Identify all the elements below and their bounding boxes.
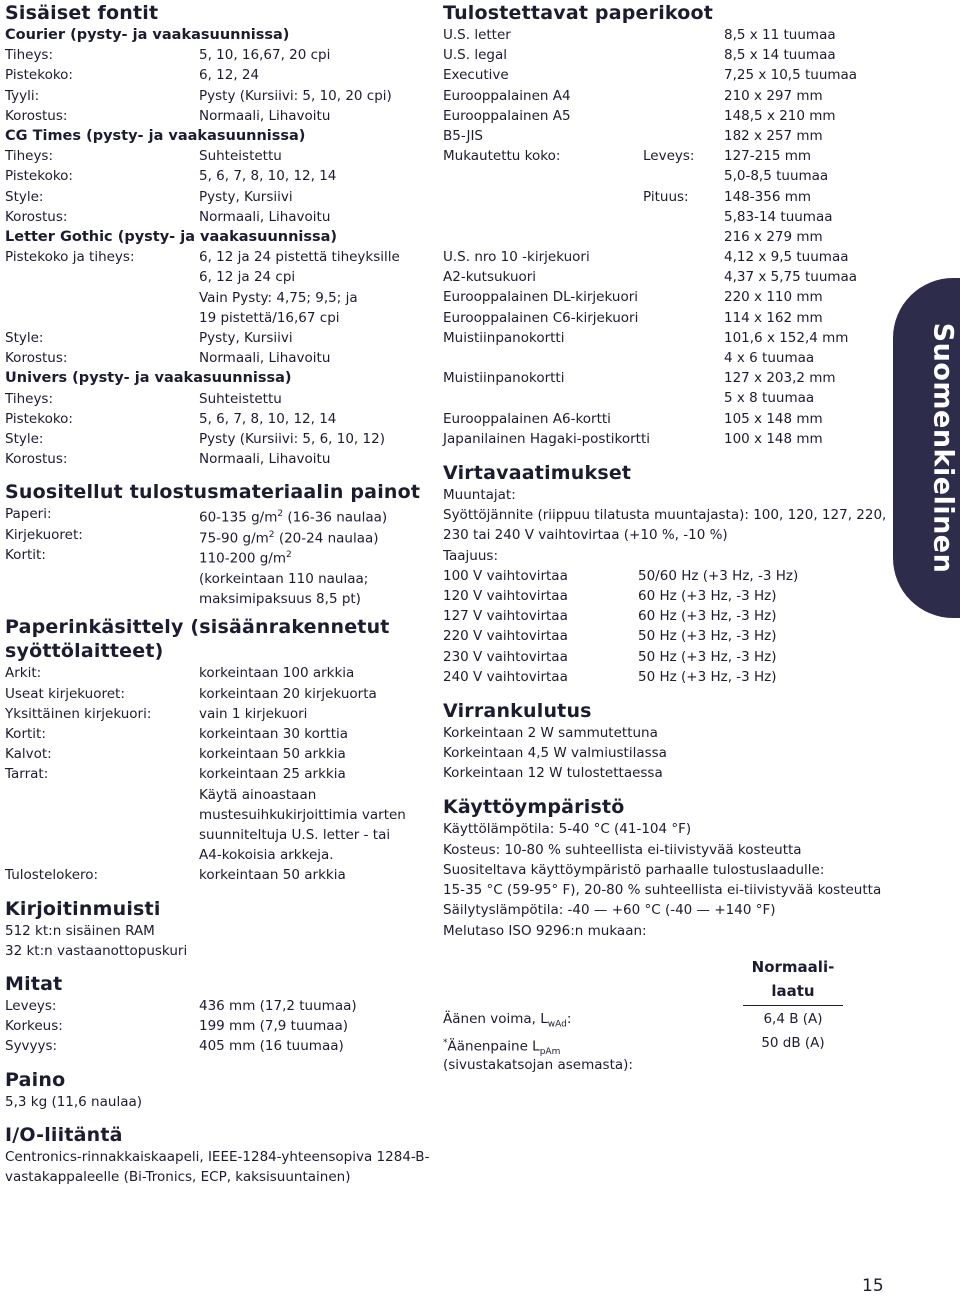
- row-value: [199, 247, 429, 328]
- paper-size-row: [443, 409, 863, 429]
- voltage-label: 220 V vaihtovirtaa: [443, 628, 568, 645]
- paper-dimensions: 5,0-8,5 tuumaa: [724, 168, 829, 185]
- row-value: korkeintaan 20 kirjekuorta: [199, 685, 377, 702]
- paper-size-row: [443, 287, 863, 307]
- univers-title: Univers (pysty- ja vaakasuunnissa): [5, 370, 292, 387]
- row-value: 405 mm (16 tuumaa): [199, 1038, 344, 1055]
- spec-row: [5, 146, 425, 166]
- voltage-label: 120 V vaihtovirtaa: [443, 587, 568, 604]
- spec-row: [5, 429, 425, 449]
- voltage-row: [443, 566, 863, 586]
- dimension-label: Pituus:: [643, 188, 689, 205]
- cgtimes-title: CG Times (pysty- ja vaakasuunnissa): [5, 128, 306, 145]
- handling-list: [5, 663, 425, 764]
- paper-dimensions: 182 x 257 mm: [724, 127, 823, 144]
- paper-name: Eurooppalainen C6-kirjekuori: [443, 309, 639, 326]
- row-value: 110-200 $g/m^2$ (korkeintaan 110 naulaa; maksimipaksuus 8,5 pt): [199, 549, 369, 607]
- spec-row: [5, 348, 425, 368]
- paper-size-row: [443, 146, 863, 166]
- power-muuntajat: Muuntajat:: [443, 486, 516, 503]
- paper-name: Executive: [443, 67, 509, 84]
- spec-row: [5, 166, 425, 186]
- courier-list: [5, 45, 425, 126]
- consumption-line: Korkeintaan 12 W tulostettaessa: [443, 765, 663, 782]
- paper-size-row: [443, 227, 863, 247]
- row-value: 60-135 $g/m^2$ (16-36 naulaa): [199, 509, 388, 526]
- paper-name: Muistiinpanokortti: [443, 329, 565, 346]
- value-line: Vain Pysty: 4,75; 9,5; ja: [199, 289, 358, 306]
- spec-row: [5, 187, 425, 207]
- spec-row: [5, 1016, 425, 1036]
- paper-size-row: [443, 166, 863, 186]
- row-value: 5, 6, 7, 8, 10, 12, 14: [199, 168, 337, 185]
- paper-size-row: [443, 328, 863, 348]
- noise-header: Normaali- laatu: [751, 957, 835, 1000]
- row-label: Tyyli:: [5, 87, 40, 104]
- row-label: Tulostelokero:: [5, 867, 99, 884]
- paper-name: Eurooppalainen DL-kirjekuori: [443, 289, 638, 306]
- paper-dimensions: 216 x 279 mm: [724, 228, 823, 245]
- paper-dimensions: 127-215 mm: [724, 148, 811, 165]
- paper-size-row: [443, 187, 863, 207]
- paper-dimensions: 7,25 x 10,5 tuumaa: [724, 67, 858, 84]
- row-label: Tiheys:: [5, 148, 54, 165]
- noise-divider: [743, 1005, 843, 1006]
- io-line: vastakappaleelle (Bi-Tronics, ECP, kaksisuuntainen): [5, 1169, 351, 1186]
- paper-dimensions: 4,37 x 5,75 tuumaa: [724, 269, 858, 286]
- row-value: korkeintaan 25 arkkia Käytä ainoastaan mustesuihkukirjoittimia varten suunniteltuja U.S. letter - tai A4-kokoisia arkkeja.: [199, 766, 406, 864]
- row-label: Kalvot:: [5, 746, 52, 763]
- power-taajuus: Taajuus:: [443, 547, 499, 564]
- value-line: 6, 12 ja 24 cpi: [199, 269, 296, 286]
- section-title-handling: Paperinkäsittely (sisäänrakennetut syöttölaitteet): [5, 616, 390, 663]
- row-label: Korostus:: [5, 451, 68, 468]
- row-value: Pysty, Kursiivi: [199, 330, 293, 347]
- paper-dimensions: 4 x 6 tuumaa: [724, 350, 815, 366]
- row-label: Pistekoko:: [5, 168, 73, 185]
- paper-dimensions: 5 x 8 tuumaa: [724, 390, 815, 407]
- voltage-label: 127 V vaihtovirtaa: [443, 608, 568, 625]
- noise-table: [443, 949, 863, 1097]
- spec-row: [5, 724, 425, 744]
- paper-name: Eurooppalainen A5: [443, 107, 571, 124]
- spec-row: [5, 744, 425, 764]
- row-label: Paperi:: [5, 506, 52, 523]
- row-label: Style:: [5, 188, 44, 205]
- row-value: Pysty, Kursiivi: [199, 188, 293, 205]
- paper-size-row: [443, 368, 863, 388]
- row-label: Pistekoko:: [5, 67, 73, 84]
- spec-row: [5, 45, 425, 65]
- spec-row: [5, 996, 425, 1016]
- voltage-row: [443, 667, 863, 687]
- row-value: 6, 12, 24: [199, 67, 260, 84]
- row-label: Korostus:: [5, 107, 68, 124]
- row-value: vain 1 kirjekuori: [199, 705, 308, 722]
- paper-size-row: [443, 207, 863, 227]
- section-title-power: Virtavaatimukset: [443, 461, 632, 484]
- paper-size-row: [443, 126, 863, 146]
- paper-size-row: [443, 65, 863, 85]
- paper-size-row: [443, 86, 863, 106]
- row-value: 5, 6, 7, 8, 10, 12, 14: [199, 410, 337, 427]
- row-value: Normaali, Lihavoitu: [199, 451, 331, 468]
- paper-name: Muistiinpanokortti: [443, 370, 565, 387]
- paper-dimensions: 101,6 x 152,4 mm: [724, 329, 849, 346]
- lettergothic-list: [5, 328, 425, 368]
- env-line: 15-35 °C (59-95° F), 20-80 % suhteellista ei-tiivistyvää kosteutta: [443, 882, 882, 899]
- section-title-environment: Käyttöympäristö: [443, 796, 625, 819]
- row-label: Korostus:: [5, 208, 68, 225]
- spec-row: [5, 389, 425, 409]
- section-title-consumption: Virrankulutus: [443, 699, 592, 722]
- spec-row: [5, 207, 425, 227]
- spec-row: [5, 86, 425, 106]
- paper-name: A2-kutsukuori: [443, 269, 537, 286]
- row-value: korkeintaan 100 arkkia: [199, 665, 355, 682]
- power-feed-line: 230 tai 240 V vaihtovirtaa (+10 %, -10 %): [443, 527, 728, 544]
- row-value: Pysty (Kursiivi: 5, 10, 20 cpi): [199, 87, 392, 104]
- paper-dimensions: 100 x 148 mm: [724, 430, 823, 447]
- env-line: Kosteus: 10-80 % suhteellista ei-tiivistyvää kosteutta: [443, 841, 802, 858]
- dims-list: [5, 996, 425, 1057]
- spec-row: [5, 65, 425, 85]
- section-title-weights: Suositellut tulostusmateriaalin painot: [5, 481, 421, 504]
- frequency-value: 60 Hz (+3 Hz, -3 Hz): [638, 608, 777, 625]
- env-line: Suositeltava käyttöympäristö parhaalle tulostuslaadulle:: [443, 861, 825, 878]
- memory-line: 512 kt:n sisäinen RAM: [5, 922, 155, 939]
- paper-name: Eurooppalainen A6-kortti: [443, 410, 611, 427]
- memory-line: 32 kt:n vastaanottopuskuri: [5, 942, 188, 959]
- spec-row: [5, 409, 425, 429]
- row-value: Normaali, Lihavoitu: [199, 208, 331, 225]
- row-label: Style:: [5, 431, 44, 448]
- section-title-fonts: Sisäiset fontit: [5, 2, 159, 24]
- weight-envelope-row: [5, 525, 425, 545]
- row-label: Korostus:: [5, 350, 68, 367]
- paper-size-row: [443, 267, 863, 287]
- right-column: [443, 0, 887, 1097]
- paper-dimensions: 8,5 x 11 tuumaa: [724, 27, 836, 43]
- spec-row: [5, 704, 425, 724]
- paper-name: U.S. nro 10 -kirjekuori: [443, 249, 590, 266]
- handling-labels-row: [5, 764, 425, 865]
- voltage-label: 240 V vaihtovirtaa: [443, 668, 568, 685]
- paper-size-row: [443, 429, 863, 449]
- voltage-row: [443, 626, 863, 646]
- voltage-row: [443, 586, 863, 606]
- sound-power-value: 6,4 B (A): [763, 1010, 823, 1027]
- paper-size-row: [443, 388, 863, 408]
- paper-size-row: [443, 247, 863, 267]
- frequency-value: 50 Hz (+3 Hz, -3 Hz): [638, 628, 777, 645]
- language-tab: [893, 278, 960, 618]
- row-label: Leveys:: [5, 998, 57, 1015]
- frequency-value: 50/60 Hz (+3 Hz, -3 Hz): [638, 567, 799, 584]
- lettergothic-title: Letter Gothic (pysty- ja vaakasuunnissa): [5, 229, 338, 246]
- paper-size-row: [443, 348, 863, 368]
- lettergothic-pistekoko-row: [5, 247, 425, 328]
- paper-size-row: [443, 308, 863, 328]
- row-value: 5, 10, 16,67, 20 cpi: [199, 47, 331, 64]
- spec-row: [5, 1036, 425, 1056]
- weight-cards-row: [5, 545, 425, 606]
- paper-dimensions: 148-356 mm: [724, 188, 811, 205]
- paper-dimensions: 148,5 x 210 mm: [724, 107, 836, 124]
- voltage-label: 100 V vaihtovirtaa: [443, 567, 568, 584]
- row-value: Suhteistettu: [199, 390, 282, 407]
- paper-name: B5-JIS: [443, 127, 484, 144]
- row-value: 436 mm (17,2 tuumaa): [199, 998, 357, 1015]
- row-label: Kirjekuoret:: [5, 526, 83, 543]
- row-value: 199 mm (7,9 tuumaa): [199, 1018, 349, 1035]
- paper-dimensions: 5,83-14 tuumaa: [724, 208, 833, 225]
- value-line: 19 pistettä/16,67 cpi: [199, 309, 340, 326]
- courier-title: Courier (pysty- ja vaakasuunnissa): [5, 27, 290, 43]
- paper-name: U.S. legal: [443, 47, 507, 64]
- consumption-line: Korkeintaan 2 W sammutettuna: [443, 724, 658, 741]
- voltage-row: [443, 606, 863, 626]
- row-label: Yksittäinen kirjekuori:: [5, 705, 152, 722]
- section-title-papers: Tulostettavat paperikoot: [443, 2, 714, 24]
- spec-row: [5, 328, 425, 348]
- power-feed-line: Syöttöjännite (riippuu tilatusta muuntajasta): 100, 120, 127, 220,: [443, 507, 887, 524]
- section-title-weight: Paino: [5, 1068, 66, 1091]
- handling-output-row: [5, 865, 425, 885]
- paper-dimensions: 8,5 x 14 tuumaa: [724, 47, 836, 64]
- sound-pressure-value: 50 dB (A): [761, 1034, 825, 1051]
- row-label: Arkit:: [5, 665, 42, 682]
- paper-dimensions: 210 x 297 mm: [724, 87, 823, 104]
- row-label: Pistekoko:: [5, 410, 73, 427]
- frequency-value: 50 Hz (+3 Hz, -3 Hz): [638, 648, 777, 665]
- voltage-label: 230 V vaihtovirtaa: [443, 648, 568, 665]
- row-label: Kortit:: [5, 546, 46, 563]
- spec-row: [5, 684, 425, 704]
- paper-dimensions: 114 x 162 mm: [724, 309, 823, 326]
- row-label: Style:: [5, 330, 44, 347]
- section-title-memory: Kirjoitinmuisti: [5, 897, 161, 920]
- sound-power-row: Äänen voima, $L_{wAd}$: 6,4 B (A): [443, 1009, 863, 1035]
- language-tab-label: Suomenkielinen: [927, 322, 959, 574]
- spec-row: [5, 449, 425, 469]
- value-line: 6, 12 ja 24 pistettä tiheyksille: [199, 249, 400, 266]
- paper-size-row: [443, 25, 863, 45]
- page-number: 15: [862, 1276, 884, 1296]
- row-value: korkeintaan 50 arkkia: [199, 867, 346, 884]
- paper-size-row: [443, 106, 863, 126]
- row-label: Tiheys:: [5, 390, 54, 407]
- sound-pressure-row: *Äänenpaine $L_{pAm}$ 50 dB (A): [443, 1033, 863, 1062]
- section-title-io: I/O-liitäntä: [5, 1123, 123, 1146]
- frequency-value: 50 Hz (+3 Hz, -3 Hz): [638, 668, 777, 685]
- row-label: Useat kirjekuoret:: [5, 685, 125, 702]
- paper-size-row: [443, 45, 863, 65]
- row-value: korkeintaan 30 korttia: [199, 726, 349, 743]
- env-line: Käyttölämpötila: 5-40 °C (41-104 °F): [443, 821, 692, 838]
- paper-dimensions: 4,12 x 9,5 tuumaa: [724, 249, 849, 266]
- sound-pressure-note: (sivustakatsojan asemasta):: [443, 1056, 633, 1073]
- cgtimes-list: [5, 146, 425, 227]
- row-label: Kortit:: [5, 726, 46, 743]
- row-value: Pysty (Kursiivi: 5, 6, 10, 12): [199, 431, 385, 448]
- env-line: Säilytyslämpötila: -40 — +60 °C (-40 — +140 °F): [443, 902, 776, 919]
- consumption-line: Korkeintaan 4,5 W valmiustilassa: [443, 745, 667, 762]
- paper-dimensions: 127 x 203,2 mm: [724, 370, 836, 387]
- section-title-dims: Mitat: [5, 973, 63, 996]
- paper-dimensions: 105 x 148 mm: [724, 410, 823, 427]
- row-value: 75-90 $g/m^2$ (20-24 naulaa): [199, 529, 379, 547]
- row-label: Tiheys:: [5, 47, 54, 64]
- row-value: Suhteistettu: [199, 148, 282, 165]
- row-value: korkeintaan 50 arkkia: [199, 746, 346, 763]
- row-label: Syvyys:: [5, 1038, 58, 1055]
- weight-paper-row: [5, 504, 425, 524]
- frequency-value: 60 Hz (+3 Hz, -3 Hz): [638, 587, 777, 604]
- paper-name: Eurooppalainen A4: [443, 87, 571, 104]
- paper-sizes-list: [443, 25, 863, 449]
- voltage-row: [443, 647, 863, 667]
- weight-line: 5,3 kg (11,6 naulaa): [5, 1093, 143, 1110]
- paper-name: U.S. letter: [443, 27, 511, 43]
- row-label: Pistekoko ja tiheys:: [5, 249, 135, 266]
- paper-dimensions: 220 x 110 mm: [724, 289, 823, 306]
- paper-name: Mukautettu koko:: [443, 148, 561, 165]
- env-line: Melutaso ISO 9296:n mukaan:: [443, 922, 647, 939]
- io-line: Centronics-rinnakkaiskaapeli, IEEE-1284-yhteensopiva 1284-B-: [5, 1148, 430, 1165]
- row-value: Normaali, Lihavoitu: [199, 350, 331, 367]
- left-column: [5, 0, 430, 1187]
- row-value: Normaali, Lihavoitu: [199, 107, 331, 124]
- dimension-label: Leveys:: [643, 148, 695, 165]
- voltage-list: [443, 566, 863, 687]
- row-label: Tarrat:: [5, 766, 49, 783]
- univers-list: [5, 389, 425, 470]
- paper-name: Japanilainen Hagaki-postikortti: [443, 430, 650, 447]
- row-label: Korkeus:: [5, 1018, 63, 1035]
- spec-row: [5, 663, 425, 683]
- spec-row: [5, 106, 425, 126]
